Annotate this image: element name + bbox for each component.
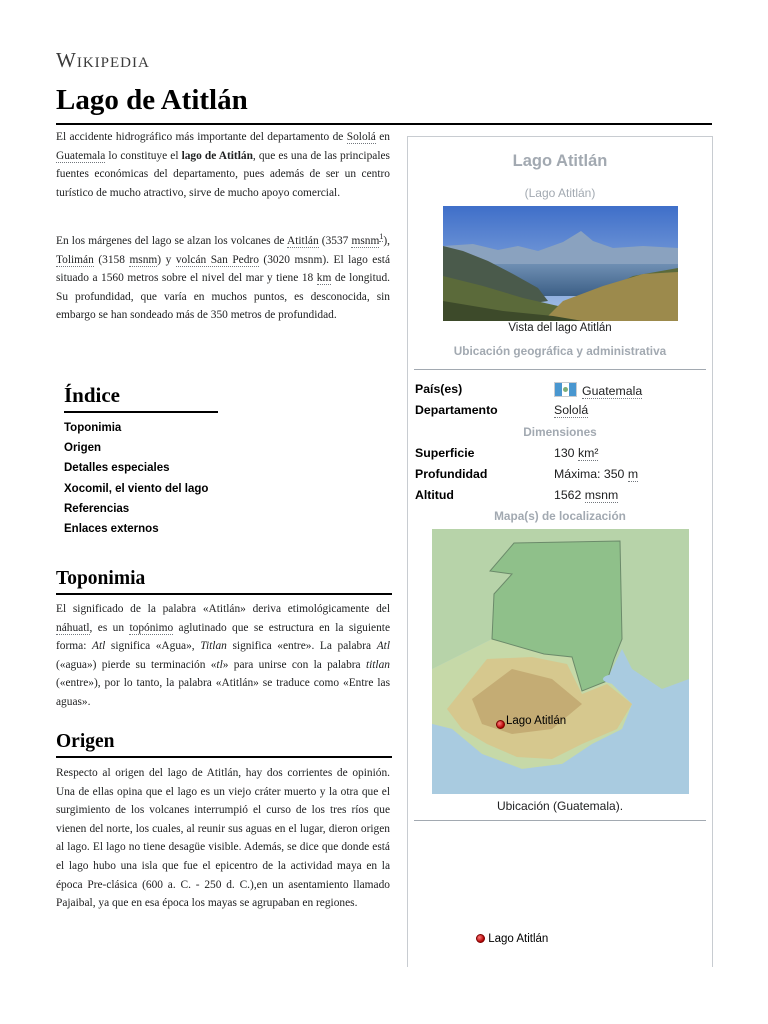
text-run: » para unirse con la palabra [222,658,366,671]
text-run: (3158 [93,253,130,266]
toc-item-enlaces-externos[interactable]: Enlaces externos [64,523,159,536]
title-divider [56,123,712,125]
map-caption: Ubicación (Guatemala). [496,799,624,813]
infobox-row-altitude [415,488,705,506]
guatemala-flag-icon[interactable] [554,382,577,397]
footer-marker-label: Lago Atitlán [488,933,549,945]
italic-text: Atl [91,640,106,653]
infobox-footer-marker [476,933,548,945]
area-unit-link[interactable]: km² [577,446,599,460]
text-run: Respecto al origen del lago de Atitlán, hay dos corrientes de opinión. Una de ellas opina que el lago es un viejo cráter muerto y la otra que el surgimiento de los volcanes interrumpió el curso de los tres ríos que vienen del norte, los cuales, al reunir sus aguas en el lugar, dieron origen al lago. El lago no tiene desagüe visible. Además, se dice que donde está el lago hubo una isla que fue el epicentro de la actividad maya en la época Pre-clásica (600 a. C. - 250 d. C.),en un asentamiento llamado Pajaibal, ya que en esa época los mayas se agrupaban en regiones. [56,767,390,910]
area-number: 130 [554,446,578,460]
inline-link[interactable]: Tolimán [56,253,94,266]
section-heading-toponimia: Toponimia [56,568,392,595]
area-label: Superficie [415,446,475,460]
text-run: El significado de la palabra «Atitlán» deriva etimológicamente del [56,603,390,615]
text-run: ) y [157,253,176,266]
text-run: significa «Agua», [105,640,201,653]
origen-paragraph [56,764,390,913]
toc-item-toponimia[interactable]: Toponimia [64,422,122,434]
text-run: («agua») pierde su terminación « [56,658,217,671]
text-run: El accidente hidrográfico más importante del departamento de [56,131,347,143]
wikipedia-wordmark[interactable]: Wikipedia [56,48,150,72]
infobox-title: Lago Atitlán [512,152,608,170]
inline-link[interactable]: náhuatl [56,621,90,634]
country-label: País(es) [415,382,463,396]
inline-link[interactable]: msnm [351,235,380,247]
map-marker-label: Lago Atitlán [506,715,567,727]
text-run: lo constituye el [105,149,182,162]
lake-photo[interactable] [443,206,678,321]
altitude-value [554,488,618,502]
infobox-divider [414,369,706,370]
bold-text: lago de Atitlán [181,149,253,162]
text-run: («entre»), por lo tanto, la palabra «Atitlán» se traduce como «Entre las aguas». [56,677,390,708]
text-run: aglutinado que se estructura en la siguiente forma: [56,621,391,653]
page-title: Lago de Atitlán [56,84,248,116]
photo-caption: Vista del lago Atitlán [508,322,612,334]
italic-text: titlan [365,658,390,671]
altitude-unit-link[interactable]: msnm [584,488,619,502]
text-run: (3020 msnm). El lago está situado a 1560 metros sobre el nivel del mar y tiene 18 [56,253,390,285]
depth-unit-link[interactable]: m [627,467,639,481]
toc-item-detalles-especiales[interactable]: Detalles especiales [64,462,170,475]
inline-link[interactable]: msnm [129,253,158,266]
toc-item-origen[interactable]: Origen [64,442,102,455]
area-value [554,446,598,460]
depth-value [554,467,638,481]
footer-marker-icon [476,934,485,943]
depth-label: Profundidad [415,467,488,481]
footnote-ref[interactable]: 1 [379,232,384,242]
toc-item-xocomil[interactable]: Xocomil, el viento del lago [64,482,209,495]
infobox-row-country [415,382,705,400]
text-run: ), [383,235,390,247]
inline-link[interactable]: topónimo [129,621,174,634]
inline-link[interactable]: Sololá [346,131,376,143]
section-heading-origen: Origen [56,731,392,758]
guatemala-relief-map [432,529,689,794]
text-run: de longitud. Su profundidad, que varía en muchos puntos, es desconocida, sin embargo se han sondeado más de 350 metros de profundidad. [56,272,390,322]
altitude-label: Altitud [415,488,454,502]
country-link[interactable]: Guatemala [582,384,643,398]
intro-paragraph-1 [56,128,390,202]
department-link[interactable]: Sololá [554,403,589,417]
text-run: significa «entre». La palabra [226,640,377,653]
infobox-divider-bottom [414,820,706,821]
toc-list [64,418,224,539]
italic-text: tl [216,658,223,671]
toc-item-referencias[interactable]: Referencias [64,502,130,515]
infobox-row-area [415,446,705,464]
infobox-row-department [415,403,705,421]
italic-text: Titlan [200,640,227,653]
infobox-section-maps: Mapa(s) de localización [494,509,626,523]
country-value [554,382,642,398]
table-of-contents [64,383,224,539]
infobox-section-dimensions: Dimensiones [523,425,597,439]
text-run: , es un [89,621,130,634]
infobox-section-location: Ubicación geográfica y administrativa [453,344,667,358]
infobox [407,136,713,967]
infobox-subtitle: (Lago Atitlán) [524,186,596,200]
inline-link[interactable]: Atitlán [287,235,319,247]
inline-link[interactable]: Guatemala [56,149,106,162]
italic-text: Atl [376,640,390,653]
text-run: , que es una de las principales fuentes económicas del departamento, pues además de ser un centro turístico de mucho atractivo, sirve de mucho apoyo comercial. [56,149,390,199]
toc-title: Índice [64,383,218,413]
text-run: En los márgenes del lago se alzan los volcanes de [56,235,287,247]
department-label: Departamento [415,403,498,417]
location-map[interactable] [432,529,689,794]
inline-link[interactable]: volcán San Pedro [175,253,259,266]
lake-photo-image [443,206,678,321]
text-run: en [375,131,390,143]
infobox-row-depth [415,467,705,485]
toponimia-paragraph [56,600,390,712]
map-location-marker-icon [496,720,505,729]
text-run: (3537 [318,235,352,247]
altitude-number: 1562 [554,488,585,502]
intro-paragraph-2 [56,232,390,325]
inline-link[interactable]: km [316,272,332,285]
depth-number: Máxima: 350 [554,467,628,481]
